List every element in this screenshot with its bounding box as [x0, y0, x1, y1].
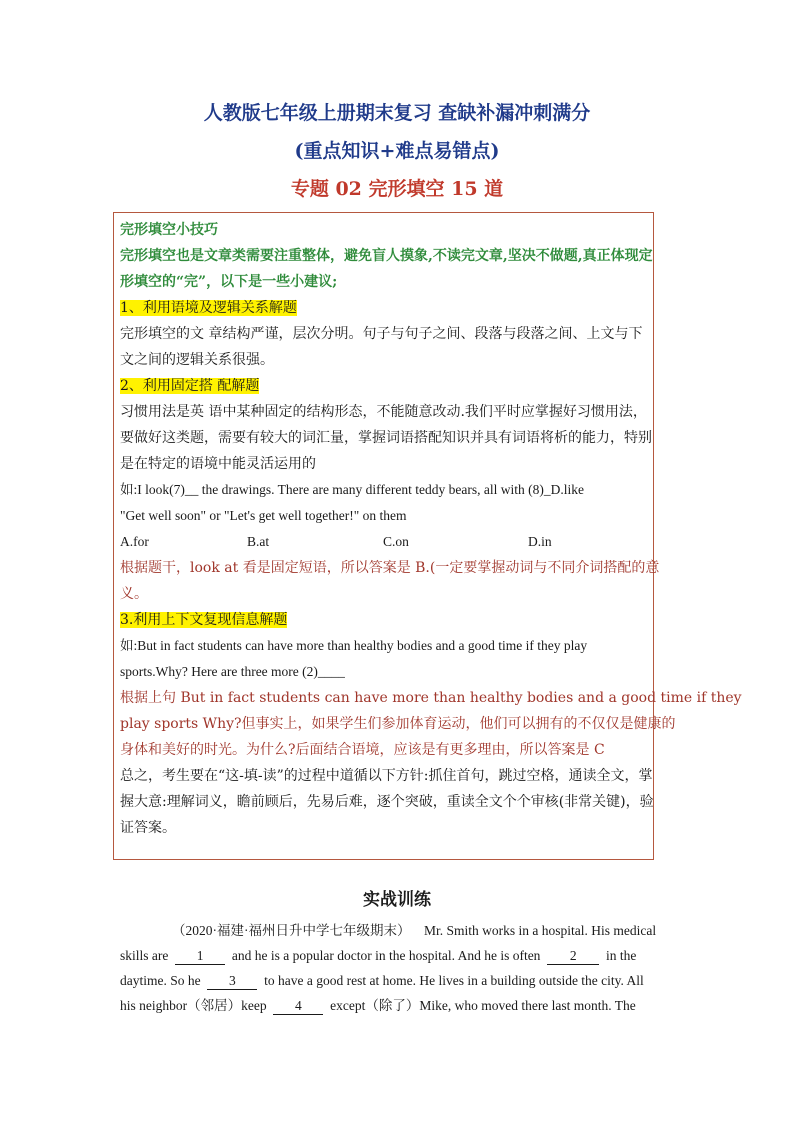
tip2-example-line: "Get well soon" or "Let's get well together!" on them — [120, 508, 407, 523]
tips-intro-line: 完形填空也是文章类需要注重整体，避免盲人摸象,不读完文章,坚决不做题,真正体现定 — [120, 248, 653, 264]
tips-heading: 完形填空小技巧 — [120, 222, 218, 238]
tip3-answer-line: 身体和美好的时光。为什么?后面结合语境，应该是有更多理由，所以答案是 C — [120, 742, 605, 758]
tip3-example-line: sports.Why? Here are three more (2)____ — [120, 664, 345, 679]
summary-line: 证答案。 — [120, 820, 176, 836]
tip2-body-line: 习惯用法是英 语中某种固定的结构形态，不能随意改动.我们平时应掌握好习惯用法， — [120, 404, 647, 420]
tip1-body-line: 文之间的逻辑关系很强。 — [120, 352, 274, 368]
passage-text: in the — [605, 948, 637, 963]
title-line-1: 人教版七年级上册期末复习 查缺补漏冲刺满分 — [203, 102, 591, 124]
blank-3: 3 — [207, 973, 257, 990]
passage-text: and he is a popular doctor in the hospital. And he is often — [231, 948, 541, 963]
passage-text: his neighbor（邻居）keep — [120, 998, 267, 1013]
option-d: D.in — [528, 534, 552, 549]
tip2-example-line: 如:I look(7)__ the drawings. There are many different teddy bears, all with (8)_D.like — [120, 482, 584, 497]
summary-line: 握大意:理解词义，瞻前顾后，先易后难，逐个突破，重读全文个个审核(非常关键)，验 — [120, 794, 654, 810]
practice-passage — [120, 918, 665, 1018]
tip2-body-line: 是在特定的语境中能灵活运用的 — [120, 456, 316, 472]
tip3-answer-line: 根据上句 But in fact students can have more than healthy bodies and a good time if they — [120, 690, 742, 706]
option-b: B.at — [247, 534, 270, 549]
practice-title: 实战训练 — [363, 890, 431, 910]
passage-text: daytime. So he — [120, 973, 201, 988]
summary-line: 总之，考生要在“这-填-读”的过程中道循以下方针:抓住首句，跳过空格，通读全文，掌 — [120, 768, 653, 784]
tip3-heading: 3.利用上下文复现信息解题 — [120, 612, 288, 628]
blank-4: 4 — [273, 998, 323, 1015]
tip2-body-line: 要做好这类题，需要有较大的词汇量，掌握词语搭配知识并具有词语将析的能力，特别 — [120, 430, 652, 446]
passage-text: except（除了）Mike, who moved there last month. The — [330, 998, 636, 1013]
option-a: A.for — [120, 534, 149, 549]
passage-text: skills are — [120, 948, 169, 963]
option-c: C.on — [383, 534, 409, 549]
tip3-answer-line: play sports Why?但事实上，如果学生们参加体育运动，他们可以拥有的不仅仅是健康的 — [120, 716, 676, 732]
tip1-body-line: 完形填空的文 章结构严谨，层次分明。句子与句子之间、段落与段落之间、上文与下 — [120, 326, 643, 342]
tip2-answer-line: 义。 — [120, 586, 148, 602]
passage-text: Mr. Smith works in a hospital. His medical — [424, 923, 657, 938]
tip2-heading: 2、利用固定搭 配解题 — [120, 378, 260, 394]
tips-box — [113, 212, 742, 860]
title-line-2: (重点知识+难点易错点) — [294, 140, 500, 162]
tip2-answer-line: 根据题干，look at 看是固定短语，所以答案是 B.(一定要掌握动词与不同介词搭配的意 — [120, 560, 660, 576]
tip3-example-line: 如:But in fact students can have more than healthy bodies and a good time if they play — [120, 638, 588, 653]
blank-2: 2 — [547, 948, 599, 965]
title-line-3: 专题 02 完形填空 15 道 — [290, 178, 504, 200]
tip2-options — [120, 529, 646, 555]
passage-text: to have a good rest at home. He lives in a building outside the city. All — [264, 973, 644, 988]
passage-source: （2020·福建·福州日升中学七年级期末） — [172, 923, 411, 938]
tips-intro-line: 形填空的“完”，以下是一些小建议; — [120, 274, 338, 290]
blank-1: 1 — [175, 948, 225, 965]
tip1-heading: 1、利用语境及逻辑关系解题 — [120, 300, 297, 316]
